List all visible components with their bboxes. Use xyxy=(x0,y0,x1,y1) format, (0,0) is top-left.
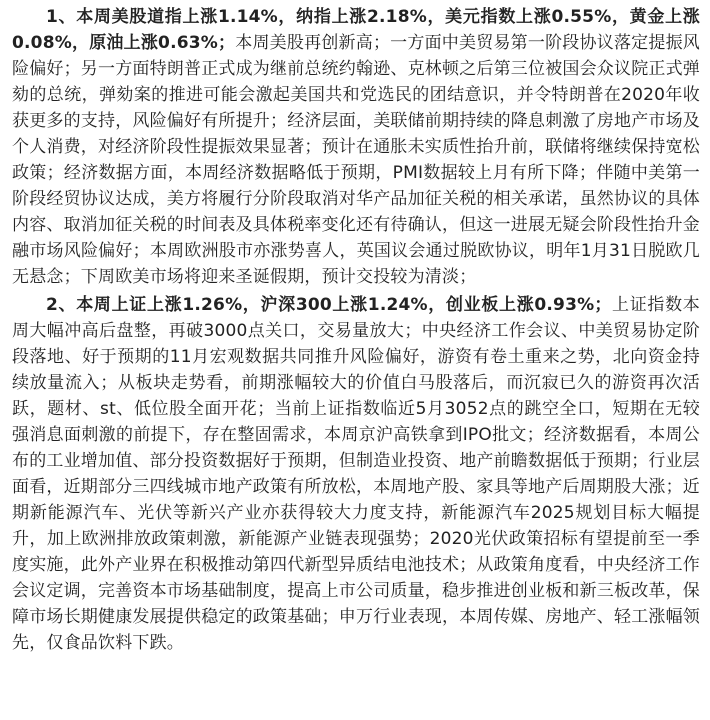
paragraph-text: 上证指数本周大幅冲高后盘整，再破3000点关口，交易量放大；中央经济工作会议、中美贸易协定阶段落地、好于预期的11月宏观数据共同推升风险偏好，游资有卷土重来之势，北向资金持续放量流入；从板块走势看，前期涨幅较大的价值白马股落后，而沉寂已久的游资再次活跃，题材、st、低位股全面开花；当前上证指数临近5月3052点的跳空全口，短期在无较强消息面刺激的前提下，存在整固需求，本周京沪高铁拿到IPO批文；经济数据看，本周公布的工业增加值、部分投资数据好于预期，但制造业投资、地产前瞻数据低于预期；行业层面看，近期部分三四线城市地产政策有所放松，本周地产股、家具等地产后周期股大涨；近期新能源汽车、光伏等新兴产业亦获得较大力度支持，新能源汽车2025规划目标大幅提升，加上欧洲排放政策刺激，新能源产业链表现强势；2020光伏政策招标有望提前至一季度实施，此外产业界在积极推动第四代新型异质结电池技术；从政策角度看，中央经济工作会议定调，完善资本市场基础制度，提高上市公司质量，稳步推进创业板和新三板改革，保障市场长期健康发展提供稳定的政策基础；申万行业表现，本周传媒、房地产、轻工涨幅领先，仅食品饮料下跌。 xyxy=(12,295,700,653)
paragraph-us-markets xyxy=(12,4,700,290)
paragraph-lead: 2、本周上证上涨1.26%，沪深300上涨1.24%，创业板上涨0.93%； xyxy=(46,295,612,315)
paragraph-a-share-markets xyxy=(12,292,700,656)
paragraph-text: 本周美股再创新高；一方面中美贸易第一阶段协议落定提振风险偏好；另一方面特朗普正式成为继前总统约翰逊、克林顿之后第三位被国会众议院正式弹劾的总统，弹劾案的推进可能会激起美国共和党选民的团结意识，并令特朗普在2020年收获更多的支持，风险偏好有所提升；经济层面，美联储前期持续的降息刺激了房地产市场及个人消费，对经济阶段性提振效果显著；预计在通胀未实质性抬升前，联储将继续保持宽松政策；经济数据方面，本周经济数据略低于预期，PMI数据较上月有所下降；伴随中美第一阶段经贸协议达成，美方将履行分阶段取消对华产品加征关税的相关承诺，虽然协议的具体内容、取消加征关税的时间表及具体税率变化还有待确认，但这一进展无疑会阶段性抬升金融市场风险偏好；本周欧洲股市亦涨势喜人，英国议会通过脱欧协议，明年1月31日脱欧几无悬念；下周欧美市场将迎来圣诞假期，预计交投较为清淡； xyxy=(12,33,700,287)
paragraph-lead: 1、本周美股道指上涨1.14%，纳指上涨2.18%，美元指数上涨0.55%，黄金上涨0.08%，原油上涨0.63%； xyxy=(12,7,700,53)
